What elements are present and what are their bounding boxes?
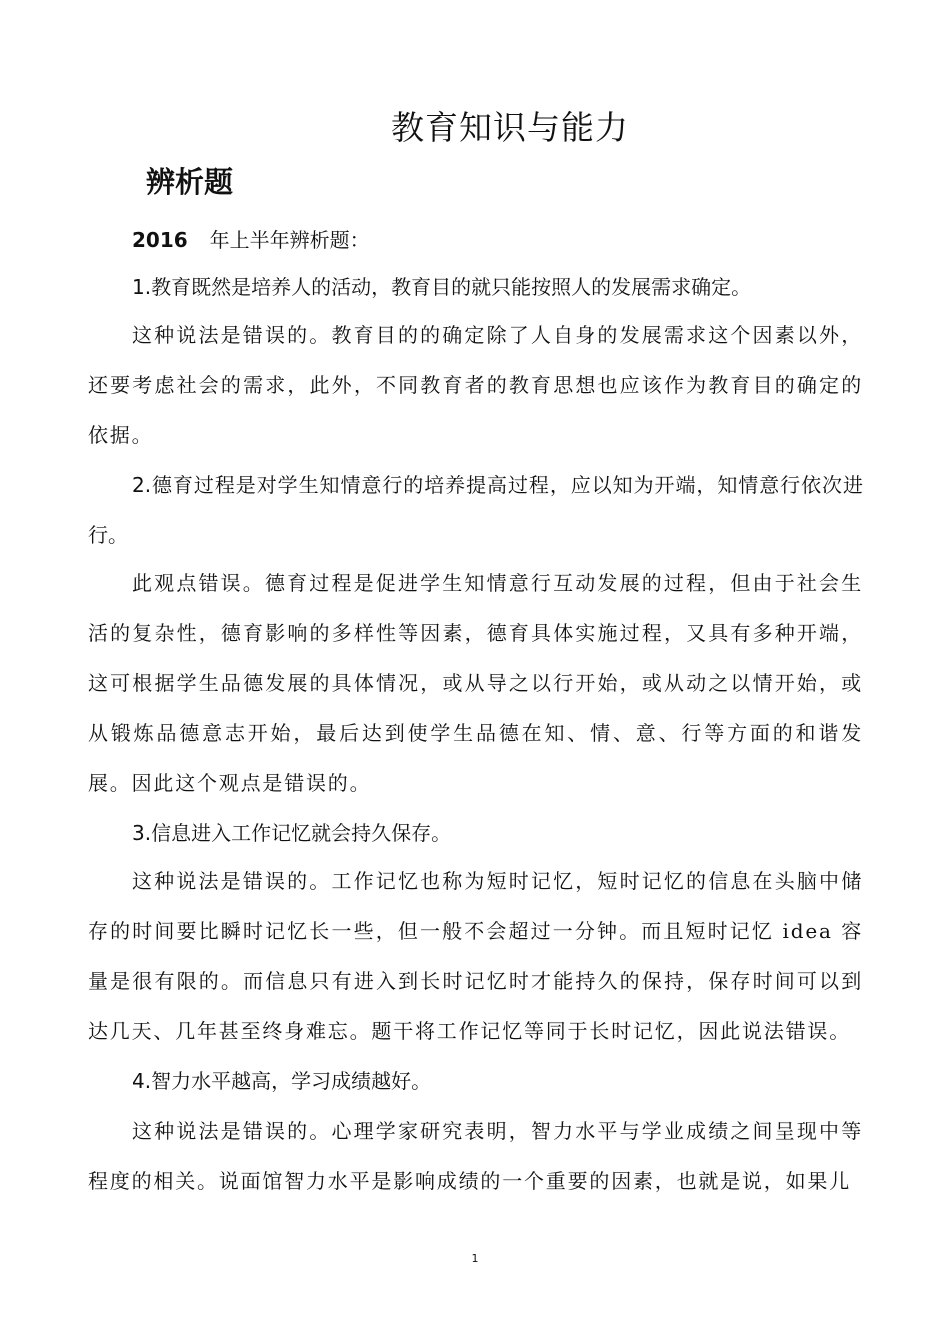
question-2: 2.德育过程是对学生知情意行的培养提高过程，应以知为开端，知情意行依次进行。 [88, 473, 863, 547]
question-1: 1.教育既然是培养人的活动，教育目的就只能按照人的发展需求确定。 [132, 275, 752, 299]
year-line [132, 224, 370, 253]
year-suffix: 年上半年辨析题： [209, 228, 370, 252]
year-label: 2016 [132, 228, 188, 252]
answer-1: 这种说法是错误的。教育目的的确定除了人自身的发展需求这个因素以外，还要考虑社会的需求，此外，不同教育者的教育思想也应该作为教育目的确定的依据。 [88, 323, 863, 447]
page-number: 1 [471, 1252, 479, 1265]
question-3: 3.信息进入工作记忆就会持久保存。 [132, 821, 452, 845]
section-heading: 辨析题 [146, 165, 234, 199]
question-4: 4.智力水平越高，学习成绩越好。 [132, 1069, 432, 1093]
answer-4: 这种说法是错误的。心理学家研究表明，智力水平与学业成绩之间呈现中等程度的相关。说面馆智力水平是影响成绩的一个重要的因素，也就是说，如果儿 [88, 1119, 863, 1193]
document-title: 教育知识与能力 [391, 108, 629, 147]
answer-2: 此观点错误。德育过程是促进学生知情意行互动发展的过程，但由于社会生活的复杂性，德育影响的多样性等因素，德育具体实施过程，又具有多种开端，这可根据学生品德发展的具体情况，或从导之以行开始，或从动之以情开始，或从锻炼品德意志开始，最后达到使学生品德在知、情、意、行等方面的和谐发展。因此这个观点是错误的。 [88, 571, 863, 795]
answer-3: 这种说法是错误的。工作记忆也称为短时记忆，短时记忆的信息在头脑中储存的时间要比瞬时记忆长一些，但一般不会超过一分钟。而且短时记忆 idea 容量是很有限的。而信息只有进入到长时记忆时才能持久的保持，保存时间可以到达几天、几年甚至终身难忘。题干将工作记忆等同于长时记忆，因此说法错误。 [88, 869, 863, 1043]
